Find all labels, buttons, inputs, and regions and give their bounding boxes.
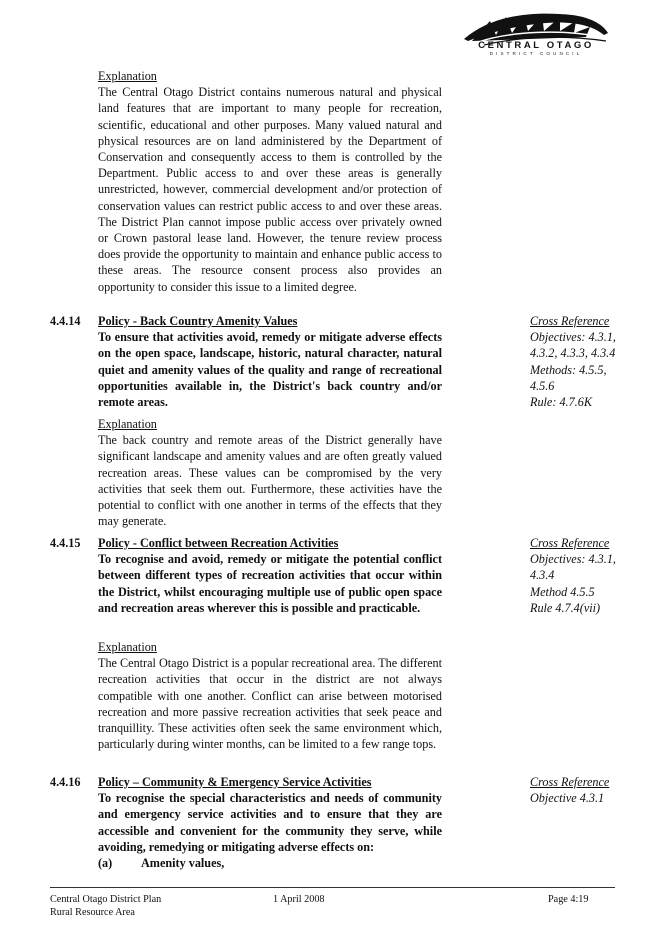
explanation-body: The Central Otago District contains numerous natural and physical land features that are important to many people for recreation, scientific, educational and other purposes. Many valued natural and physical resources are on land administered by the Department of Conservation and consequently access to them is controlled by the Department. Public access to and over these areas is generally unrestricted, however, commercial development and/or protection of conservation values can restrict public access to and over these areas. The District Plan cannot impose public access over privately owned or Crown pastoral lease land. However, the tenure review process does provide the opportunity to maintain and enhance public access to these areas. The resource consent process also provides an opportunity to consider this issue to a limited degree. [98,85,442,294]
list-item-label: (a) [98,856,113,870]
cross-reference-line: Rule: 4.7.6K [530,395,592,410]
cross-reference-line: 4.3.4 [530,568,555,583]
explanation-heading: Explanation [98,417,157,431]
list-item-text: Amenity values, [141,856,225,870]
cross-reference-line: 4.3.2, 4.3.3, 4.3.4 [530,346,616,361]
cross-reference-heading: Cross Reference [530,314,610,328]
policy-statement: To ensure that activities avoid, remedy or mitigate adverse effects on the open space, landscape, historic, natural character, natural quiet and amenity values of the quality and range of recreational opportunities available in, the District's back country and/or remote areas. [98,330,442,410]
cross-reference-line: Objectives: 4.3.1, [530,552,616,567]
logo-title: CENTRAL OTAGO [478,40,594,51]
policy-block [98,774,442,855]
policy-number: 4.4.16 [50,775,81,789]
cross-reference [530,774,630,806]
explanation-body: The Central Otago District is a popular recreational area. The different recreation activities that occur in the district are not always compatible with one another. Conflict can arise between motorised recreation and more passive recreation activities that seek peace and tranquillity. These activities often seek the same environment which, particularly during winter months, can be limited to a few range tops. [98,656,442,752]
explanation-heading: Explanation [98,640,157,654]
cross-reference-line: Objectives: 4.3.1, [530,330,616,345]
explanation-body: The back country and remote areas of the District generally have significant landscape and amenity values and are often greatly valued recreation areas. These values can be compromised by the very activities that seek them out. Furthermore, these activities have the potential to conflict with one another in terms of the effects that they may generate. [98,433,442,529]
policy-block [98,313,442,410]
cross-reference-heading: Cross Reference [530,536,610,550]
intro-explanation [98,68,442,295]
logo-subtitle: DISTRICT COUNCIL [489,51,583,56]
policy-block [98,535,442,616]
footer-plan-name: Central Otago District Plan [50,894,162,905]
policy-title: Policy - Conflict between Recreation Activities [98,536,339,550]
footer-date: 1 April 2008 [273,894,325,905]
footer-page-number: Page 4:19 [548,894,589,905]
footer-section: Rural Resource Area [50,907,135,918]
cross-reference [530,313,630,410]
cross-reference-line: Methods: 4.5.5, [530,362,607,377]
policy-title: Policy - Back Country Amenity Values [98,314,298,328]
cross-reference [530,535,630,616]
policy-statement: To recognise the special characteristics and needs of community and emergency service activities and to ensure that they are accessible and convenient for the community they serve, while avoiding, remedying or mitigating adverse effects on: [98,791,442,854]
policy-explanation [98,639,442,752]
cross-reference-line: Objective 4.3.1 [530,791,605,806]
policy-statement: To recognise and avoid, remedy or mitigate the potential conflict between different types of recreation activities that occur within the District, whilst encouraging multiple use of public open space and recreation areas wherever this is possible and practicable. [98,552,442,615]
policy-explanation [98,416,442,529]
policy-number: 4.4.14 [50,314,81,328]
policy-title: Policy – Community & Emergency Service Activities [98,775,372,789]
policy-number: 4.4.15 [50,536,81,550]
cross-reference-line: Method 4.5.5 [530,584,595,599]
explanation-heading: Explanation [98,69,157,83]
cross-reference-heading: Cross Reference [530,775,610,789]
cross-reference-line: Rule 4.7.4(vii) [530,600,601,615]
footer-rule [50,887,615,888]
policy-list-item [98,855,442,871]
cross-reference-line: 4.5.6 [530,378,555,393]
